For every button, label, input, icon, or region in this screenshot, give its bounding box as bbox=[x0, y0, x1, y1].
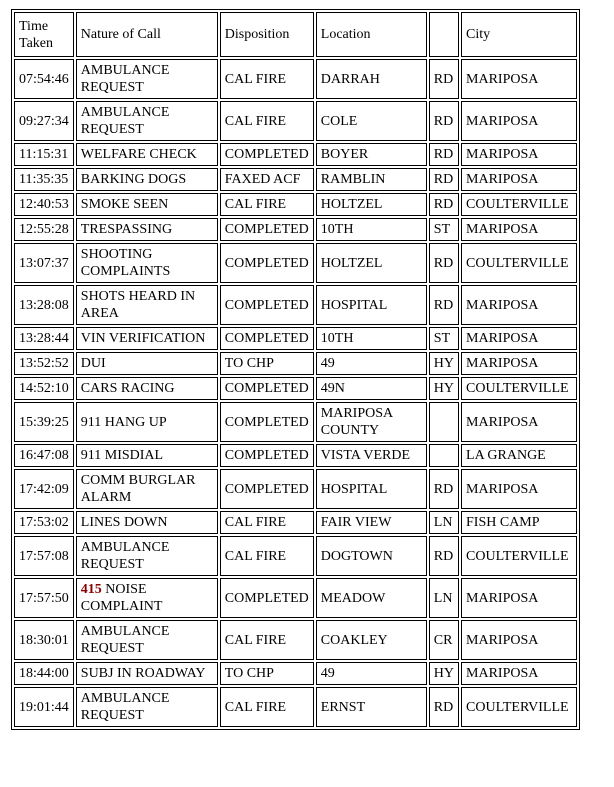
suffix-cell bbox=[429, 143, 459, 166]
location-cell bbox=[316, 469, 427, 509]
disposition-cell-text: CAL FIRE bbox=[224, 632, 287, 648]
location-cell-text: COAKLEY bbox=[320, 632, 388, 648]
city-cell bbox=[461, 511, 577, 534]
disposition-cell-text: COMPLETED bbox=[224, 255, 309, 271]
disposition-cell bbox=[220, 377, 314, 400]
location-cell-text: DOGTOWN bbox=[320, 548, 393, 564]
disposition-cell-text: COMPLETED bbox=[224, 147, 309, 162]
location-cell-text: COUNTY bbox=[320, 423, 380, 438]
nature-cell-text: AREA bbox=[80, 306, 119, 321]
location-cell bbox=[316, 143, 427, 166]
nature-cell bbox=[76, 620, 218, 660]
disposition-cell-text: TO CHP bbox=[224, 666, 274, 681]
table-row bbox=[14, 578, 577, 618]
location-cell bbox=[316, 352, 427, 375]
nature-cell-text: SUBJ IN ROADWAY bbox=[80, 666, 206, 681]
city-cell-text: MARIPOSA bbox=[466, 222, 539, 237]
nature-cell bbox=[76, 243, 218, 283]
city-cell-text: MARIPOSA bbox=[466, 481, 539, 497]
suffix-cell bbox=[429, 377, 459, 400]
city-cell-text: MARIPOSA bbox=[466, 331, 539, 346]
disposition-cell-text: CAL FIRE bbox=[224, 515, 287, 530]
nature-cell-text: WELFARE CHECK bbox=[80, 147, 197, 162]
city-cell bbox=[461, 285, 577, 325]
suffix-cell-text: RD bbox=[433, 699, 454, 715]
nature-cell-text: COMM BURGLAR bbox=[80, 473, 196, 488]
time-cell bbox=[14, 511, 74, 534]
time-cell bbox=[14, 662, 74, 685]
time-cell-text: 17:57:08 bbox=[19, 548, 69, 564]
nature-cell-text: 911 HANG UP bbox=[80, 414, 167, 430]
suffix-cell-text: LN bbox=[433, 590, 453, 606]
suffix-cell-text: RD bbox=[433, 481, 454, 497]
suffix-cell bbox=[429, 578, 459, 618]
nature-cell bbox=[76, 218, 218, 241]
time-cell-text: 18:44:00 bbox=[19, 666, 69, 681]
nature-cell bbox=[76, 143, 218, 166]
disposition-cell bbox=[220, 620, 314, 660]
suffix-cell bbox=[429, 662, 459, 685]
table-row bbox=[14, 168, 577, 191]
suffix-cell bbox=[429, 243, 459, 283]
time-cell-text: 12:40:53 bbox=[19, 197, 69, 212]
disposition-cell bbox=[220, 469, 314, 509]
header-nature: Nature of Call bbox=[76, 12, 218, 57]
disposition-cell bbox=[220, 327, 314, 350]
nature-cell bbox=[76, 469, 218, 509]
call-log-table bbox=[11, 9, 580, 730]
disposition-cell-text: COMPLETED bbox=[224, 222, 309, 237]
table-row bbox=[14, 285, 577, 325]
city-cell-text: MARIPOSA bbox=[466, 590, 539, 606]
disposition-cell bbox=[220, 101, 314, 141]
suffix-cell bbox=[429, 285, 459, 325]
suffix-cell bbox=[429, 59, 459, 99]
location-cell bbox=[316, 377, 427, 400]
location-cell bbox=[316, 101, 427, 141]
location-cell-text: HOLTZEL bbox=[320, 255, 383, 271]
suffix-cell-text: HY bbox=[433, 381, 455, 396]
table-row bbox=[14, 620, 577, 660]
city-cell bbox=[461, 687, 577, 727]
time-cell bbox=[14, 620, 74, 660]
time-cell-text: 12:55:28 bbox=[19, 222, 69, 237]
suffix-cell bbox=[429, 536, 459, 576]
disposition-cell bbox=[220, 662, 314, 685]
time-cell bbox=[14, 218, 74, 241]
city-cell-text: MARIPOSA bbox=[466, 113, 539, 129]
city-cell-text: MARIPOSA bbox=[466, 147, 539, 162]
disposition-cell-text: COMPLETED bbox=[224, 481, 309, 497]
city-cell-text: MARIPOSA bbox=[466, 666, 539, 681]
time-cell-text: 14:52:10 bbox=[19, 381, 69, 396]
call-log bbox=[11, 9, 580, 730]
header-location: Location bbox=[316, 12, 427, 57]
disposition-cell-text: CAL FIRE bbox=[224, 113, 287, 129]
city-cell-text: MARIPOSA bbox=[466, 632, 539, 648]
nature-cell bbox=[76, 101, 218, 141]
time-cell-text: 09:27:34 bbox=[19, 113, 69, 129]
time-cell bbox=[14, 352, 74, 375]
suffix-cell-text: ST bbox=[433, 222, 451, 237]
time-cell bbox=[14, 444, 74, 467]
city-cell-text: MARIPOSA bbox=[466, 297, 539, 313]
disposition-cell bbox=[220, 444, 314, 467]
city-cell bbox=[461, 168, 577, 191]
time-cell bbox=[14, 402, 74, 442]
disposition-cell bbox=[220, 285, 314, 325]
city-cell bbox=[461, 536, 577, 576]
disposition-cell bbox=[220, 218, 314, 241]
time-cell bbox=[14, 168, 74, 191]
city-cell-text: FISH CAMP bbox=[466, 515, 540, 530]
time-cell-text: 13:07:37 bbox=[19, 255, 69, 271]
suffix-cell-text: RD bbox=[433, 172, 454, 187]
suffix-cell-text: RD bbox=[433, 147, 454, 162]
disposition-cell-text: COMPLETED bbox=[224, 297, 309, 313]
nature-cell-text: CARS RACING bbox=[80, 381, 175, 396]
location-cell bbox=[316, 193, 427, 216]
table-row bbox=[14, 536, 577, 576]
call-code: 415 bbox=[80, 582, 102, 597]
nature-cell bbox=[76, 327, 218, 350]
location-cell-text: DARRAH bbox=[320, 71, 380, 87]
suffix-cell-text: ST bbox=[433, 331, 451, 346]
table-row bbox=[14, 327, 577, 350]
city-cell-text: COULTERVILLE bbox=[466, 381, 569, 396]
location-cell-text: 49 bbox=[320, 666, 335, 681]
time-cell-text: 17:53:02 bbox=[19, 515, 69, 530]
nature-cell-text: VIN VERIFICATION bbox=[80, 331, 206, 346]
header-city: City bbox=[461, 12, 577, 57]
nature-cell-text: REQUEST bbox=[80, 80, 144, 95]
location-cell bbox=[316, 578, 427, 618]
nature-cell-text: AMBULANCE bbox=[80, 624, 170, 639]
nature-cell bbox=[76, 377, 218, 400]
time-cell bbox=[14, 377, 74, 400]
city-cell-text: COULTERVILLE bbox=[466, 255, 569, 271]
suffix-cell-text: RD bbox=[433, 297, 454, 313]
time-cell bbox=[14, 193, 74, 216]
nature-cell bbox=[76, 193, 218, 216]
nature-cell bbox=[76, 662, 218, 685]
nature-cell-text: AMBULANCE bbox=[80, 63, 170, 78]
city-cell bbox=[461, 101, 577, 141]
location-cell-text: 49 bbox=[320, 356, 335, 371]
nature-cell-text: SHOOTING bbox=[80, 247, 153, 262]
nature-cell bbox=[76, 402, 218, 442]
disposition-cell bbox=[220, 687, 314, 727]
suffix-cell bbox=[429, 620, 459, 660]
header-disposition: Disposition bbox=[220, 12, 314, 57]
table-row bbox=[14, 444, 577, 467]
disposition-cell bbox=[220, 193, 314, 216]
location-cell-text: 10TH bbox=[320, 222, 354, 237]
nature-cell bbox=[76, 444, 218, 467]
suffix-cell bbox=[429, 352, 459, 375]
location-cell bbox=[316, 687, 427, 727]
table-row bbox=[14, 511, 577, 534]
location-cell bbox=[316, 402, 427, 442]
disposition-cell bbox=[220, 578, 314, 618]
nature-cell-text: COMPLAINT bbox=[80, 599, 163, 614]
city-cell bbox=[461, 59, 577, 99]
nature-cell-text: AMBULANCE bbox=[80, 691, 170, 706]
location-cell bbox=[316, 168, 427, 191]
location-cell-text: FAIR VIEW bbox=[320, 515, 392, 530]
nature-cell bbox=[76, 168, 218, 191]
nature-cell bbox=[76, 59, 218, 99]
time-cell bbox=[14, 536, 74, 576]
disposition-cell bbox=[220, 511, 314, 534]
city-cell-text: MARIPOSA bbox=[466, 356, 539, 371]
suffix-cell bbox=[429, 101, 459, 141]
location-cell-text: HOSPITAL bbox=[320, 297, 388, 313]
disposition-cell-text: COMPLETED bbox=[224, 331, 309, 346]
suffix-cell-text: RD bbox=[433, 548, 454, 564]
disposition-cell bbox=[220, 536, 314, 576]
nature-cell-text: SHOTS HEARD IN bbox=[80, 289, 196, 304]
city-cell-text: MARIPOSA bbox=[466, 414, 539, 430]
city-cell-text: COULTERVILLE bbox=[466, 699, 569, 715]
suffix-cell bbox=[429, 218, 459, 241]
location-cell-text: HOLTZEL bbox=[320, 197, 383, 212]
city-cell-text: MARIPOSA bbox=[466, 71, 539, 87]
suffix-cell bbox=[429, 327, 459, 350]
nature-cell-text: 911 MISDIAL bbox=[80, 448, 164, 463]
suffix-cell-text: CR bbox=[433, 632, 453, 648]
nature-cell bbox=[76, 352, 218, 375]
city-cell bbox=[461, 620, 577, 660]
city-cell bbox=[461, 243, 577, 283]
suffix-cell-text: HY bbox=[433, 666, 455, 681]
time-cell bbox=[14, 285, 74, 325]
suffix-cell-text: RD bbox=[433, 71, 454, 87]
nature-cell-text: AMBULANCE bbox=[80, 540, 170, 555]
location-cell-text: VISTA VERDE bbox=[320, 448, 411, 463]
time-cell-text: 13:28:44 bbox=[19, 331, 69, 346]
disposition-cell bbox=[220, 168, 314, 191]
disposition-cell-text: FAXED ACF bbox=[224, 172, 301, 187]
location-cell bbox=[316, 662, 427, 685]
nature-cell-text: REQUEST bbox=[80, 641, 144, 656]
suffix-cell-text: HY bbox=[433, 356, 455, 371]
time-cell-text: 11:15:31 bbox=[19, 147, 69, 162]
location-cell bbox=[316, 285, 427, 325]
nature-cell-text: REQUEST bbox=[80, 557, 144, 572]
suffix-cell bbox=[429, 511, 459, 534]
suffix-cell bbox=[429, 469, 459, 509]
location-cell bbox=[316, 444, 427, 467]
time-cell-text: 07:54:46 bbox=[19, 71, 69, 87]
nature-cell-text: AMBULANCE bbox=[80, 105, 170, 120]
header-time: Time Taken bbox=[14, 12, 74, 57]
location-cell-text: 10TH bbox=[320, 331, 354, 346]
table-row bbox=[14, 101, 577, 141]
location-cell bbox=[316, 511, 427, 534]
disposition-cell-text: CAL FIRE bbox=[224, 699, 287, 715]
city-cell bbox=[461, 662, 577, 685]
disposition-cell-text: CAL FIRE bbox=[224, 71, 287, 87]
location-cell bbox=[316, 59, 427, 99]
time-cell bbox=[14, 327, 74, 350]
suffix-cell bbox=[429, 168, 459, 191]
suffix-cell bbox=[429, 687, 459, 727]
time-cell-text: 13:52:52 bbox=[19, 356, 69, 371]
time-cell bbox=[14, 687, 74, 727]
location-cell-text: MEADOW bbox=[320, 590, 386, 606]
nature-cell-text: TRESPASSING bbox=[80, 222, 173, 237]
location-cell-text: MARIPOSA bbox=[320, 406, 394, 421]
suffix-cell bbox=[429, 402, 459, 442]
table-row bbox=[14, 243, 577, 283]
city-cell bbox=[461, 352, 577, 375]
table-row bbox=[14, 143, 577, 166]
disposition-cell-text: CAL FIRE bbox=[224, 197, 287, 212]
nature-cell bbox=[76, 285, 218, 325]
nature-cell-text: REQUEST bbox=[80, 708, 144, 723]
time-cell bbox=[14, 143, 74, 166]
nature-cell-text: SMOKE SEEN bbox=[80, 197, 169, 212]
location-cell bbox=[316, 327, 427, 350]
table-row bbox=[14, 193, 577, 216]
nature-cell-text: COMPLAINTS bbox=[80, 264, 171, 279]
nature-cell bbox=[76, 578, 218, 618]
suffix-cell-text: RD bbox=[433, 197, 454, 212]
city-cell bbox=[461, 469, 577, 509]
nature-cell bbox=[76, 511, 218, 534]
time-cell-text: 17:42:09 bbox=[19, 481, 69, 497]
location-cell bbox=[316, 243, 427, 283]
city-cell-text: COULTERVILLE bbox=[466, 548, 569, 564]
time-cell-text: 11:35:35 bbox=[19, 172, 69, 187]
city-cell-text: LA GRANGE bbox=[466, 448, 546, 463]
suffix-cell-text: RD bbox=[433, 255, 454, 271]
city-cell bbox=[461, 218, 577, 241]
disposition-cell-text: COMPLETED bbox=[224, 414, 309, 430]
time-cell bbox=[14, 578, 74, 618]
disposition-cell bbox=[220, 243, 314, 283]
time-cell-text: 17:57:50 bbox=[19, 590, 69, 606]
disposition-cell-text: CAL FIRE bbox=[224, 548, 287, 564]
location-cell-text: BOYER bbox=[320, 147, 369, 162]
time-cell-text: 16:47:08 bbox=[19, 448, 69, 463]
table-row bbox=[14, 59, 577, 99]
city-cell-text: MARIPOSA bbox=[466, 172, 539, 187]
city-cell bbox=[461, 327, 577, 350]
header-suffix bbox=[429, 12, 459, 57]
table-row bbox=[14, 402, 577, 442]
city-cell bbox=[461, 578, 577, 618]
table-row bbox=[14, 352, 577, 375]
city-cell bbox=[461, 444, 577, 467]
nature-cell bbox=[76, 687, 218, 727]
city-cell bbox=[461, 402, 577, 442]
city-cell-text: COULTERVILLE bbox=[466, 197, 569, 212]
header-row bbox=[14, 12, 577, 57]
suffix-cell-text: RD bbox=[433, 113, 454, 129]
location-cell-text: COLE bbox=[320, 113, 358, 129]
nature-cell-text: ALARM bbox=[80, 490, 132, 505]
table-row bbox=[14, 662, 577, 685]
nature-cell bbox=[76, 536, 218, 576]
nature-cell-text: REQUEST bbox=[80, 122, 144, 137]
time-cell bbox=[14, 243, 74, 283]
disposition-cell bbox=[220, 59, 314, 99]
nature-cell-text: NOISE bbox=[105, 582, 147, 597]
time-cell bbox=[14, 469, 74, 509]
time-cell-text: 18:30:01 bbox=[19, 632, 69, 648]
city-cell bbox=[461, 143, 577, 166]
location-cell bbox=[316, 218, 427, 241]
table-row bbox=[14, 218, 577, 241]
disposition-cell bbox=[220, 143, 314, 166]
time-cell bbox=[14, 59, 74, 99]
nature-cell-text: BARKING DOGS bbox=[80, 172, 187, 187]
location-cell-text: ERNST bbox=[320, 699, 366, 715]
suffix-cell bbox=[429, 444, 459, 467]
time-cell-text: 15:39:25 bbox=[19, 414, 69, 430]
suffix-cell bbox=[429, 193, 459, 216]
table-row bbox=[14, 687, 577, 727]
disposition-cell bbox=[220, 352, 314, 375]
table-row bbox=[14, 469, 577, 509]
city-cell bbox=[461, 193, 577, 216]
location-cell-text: RAMBLIN bbox=[320, 172, 386, 187]
location-cell bbox=[316, 620, 427, 660]
disposition-cell-text: COMPLETED bbox=[224, 590, 309, 606]
time-cell bbox=[14, 101, 74, 141]
city-cell bbox=[461, 377, 577, 400]
table-row bbox=[14, 377, 577, 400]
location-cell-text: HOSPITAL bbox=[320, 481, 388, 497]
disposition-cell-text: COMPLETED bbox=[224, 448, 309, 463]
nature-cell-text: DUI bbox=[80, 356, 106, 371]
time-cell-text: 19:01:44 bbox=[19, 699, 69, 715]
time-cell-text: 13:28:08 bbox=[19, 297, 69, 313]
disposition-cell bbox=[220, 402, 314, 442]
location-cell bbox=[316, 536, 427, 576]
location-cell-text: 49N bbox=[320, 381, 345, 396]
suffix-cell-text: LN bbox=[433, 515, 453, 530]
disposition-cell-text: TO CHP bbox=[224, 356, 274, 371]
disposition-cell-text: COMPLETED bbox=[224, 381, 309, 396]
nature-cell-text: LINES DOWN bbox=[80, 515, 168, 530]
